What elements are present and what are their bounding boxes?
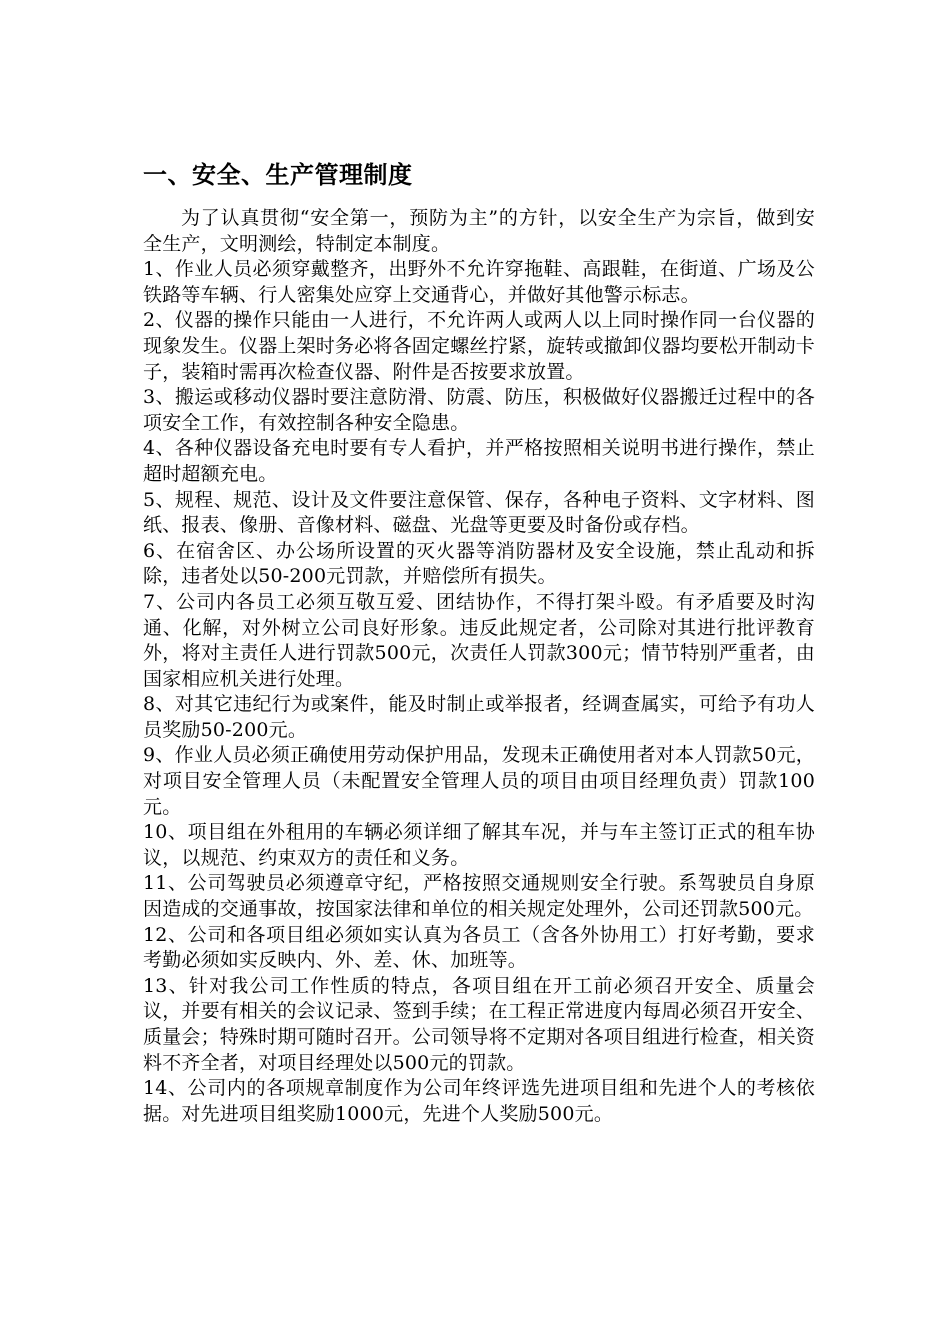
clause-14: 14、公司内的各项规章制度作为公司年终评选先进项目组和先进个人的考核依据。对先进项目组奖励1000元，先进个人奖励500元。 (143, 1077, 815, 1125)
clause-8: 8、对其它违纪行为或案件，能及时制止或举报者，经调查属实，可给予有功人员奖励50-200元。 (143, 693, 815, 741)
clause-1: 1、作业人员必须穿戴整齐，出野外不允许穿拖鞋、高跟鞋，在街道、广场及公铁路等车辆、行人密集处应穿上交通背心，并做好其他警示标志。 (143, 258, 815, 306)
intro-paragraph: 为了认真贯彻“安全第一，预防为主”的方针，以安全生产为宗旨，做到安全生产，文明测绘，特制定本制度。 (143, 207, 815, 255)
clause-10: 10、项目组在外租用的车辆必须详细了解其车况，并与车主签订正式的租车协议，以规范、约束双方的责任和义务。 (143, 821, 815, 869)
clause-6: 6、在宿舍区、办公场所设置的灭火器等消防器材及安全设施，禁止乱动和拆除，违者处以50-200元罚款，并赔偿所有损失。 (143, 539, 815, 588)
clause-11: 11、公司驾驶员必须遵章守纪，严格按照交通规则安全行驶。系驾驶员自身原因造成的交通事故，按国家法律和单位的相关规定处理外，公司还罚款500元。 (143, 872, 815, 921)
clause-4: 4、各种仪器设备充电时要有专人看护，并严格按照相关说明书进行操作，禁止超时超额充电。 (143, 437, 815, 485)
clause-5: 5、规程、规范、设计及文件要注意保管、保存，各种电子资料、文字材料、图纸、报表、像册、音像材料、磁盘、光盘等更要及时备份或存档。 (143, 488, 815, 537)
clause-9: 9、作业人员必须正确使用劳动保护用品，发现未正确使用者对本人罚款50元，对项目安全管理人员（未配置安全管理人员的项目由项目经理负责）罚款100元。 (143, 744, 815, 818)
clause-13: 13、针对我公司工作性质的特点，各项目组在开工前必须召开安全、质量会议，并要有相关的会议记录、签到手续；在工程正常进度内每周必须召开安全、质量会；特殊时期可随时召开。公司领导将不定期对各项目组进行检查，相关资料不齐全者，对项目经理处以500元的罚款。 (143, 974, 816, 1074)
clause-7: 7、公司内各员工必须互敬互爱、团结协作，不得打架斗殴。有矛盾要及时沟通、化解，对外树立公司良好形象。违反此规定者，公司除对其进行批评教育外，将对主责任人进行罚款500元，次责任人罚款300元；情节特别严重者，由国家相应机关进行处理。 (143, 590, 815, 690)
clause-12: 12、公司和各项目组必须如实认真为各员工（含各外协用工）打好考勤，要求考勤必须如实反映内、外、差、休、加班等。 (143, 923, 815, 972)
clause-2: 2、仪器的操作只能由一人进行，不允许两人或两人以上同时操作同一台仪器的现象发生。仪器上架时务必将各固定螺丝拧紧，旋转或撤卸仪器均要松开制动卡子，装箱时需再次检查仪器、附件是否按要求放置。 (143, 309, 816, 383)
document-body (143, 156, 815, 1127)
section-heading: 一、安全、生产管理制度 (143, 161, 413, 189)
clause-3: 3、搬运或移动仪器时要注意防滑、防震、防压，积极做好仪器搬迁过程中的各项安全工作，有效控制各种安全隐患。 (143, 386, 815, 434)
